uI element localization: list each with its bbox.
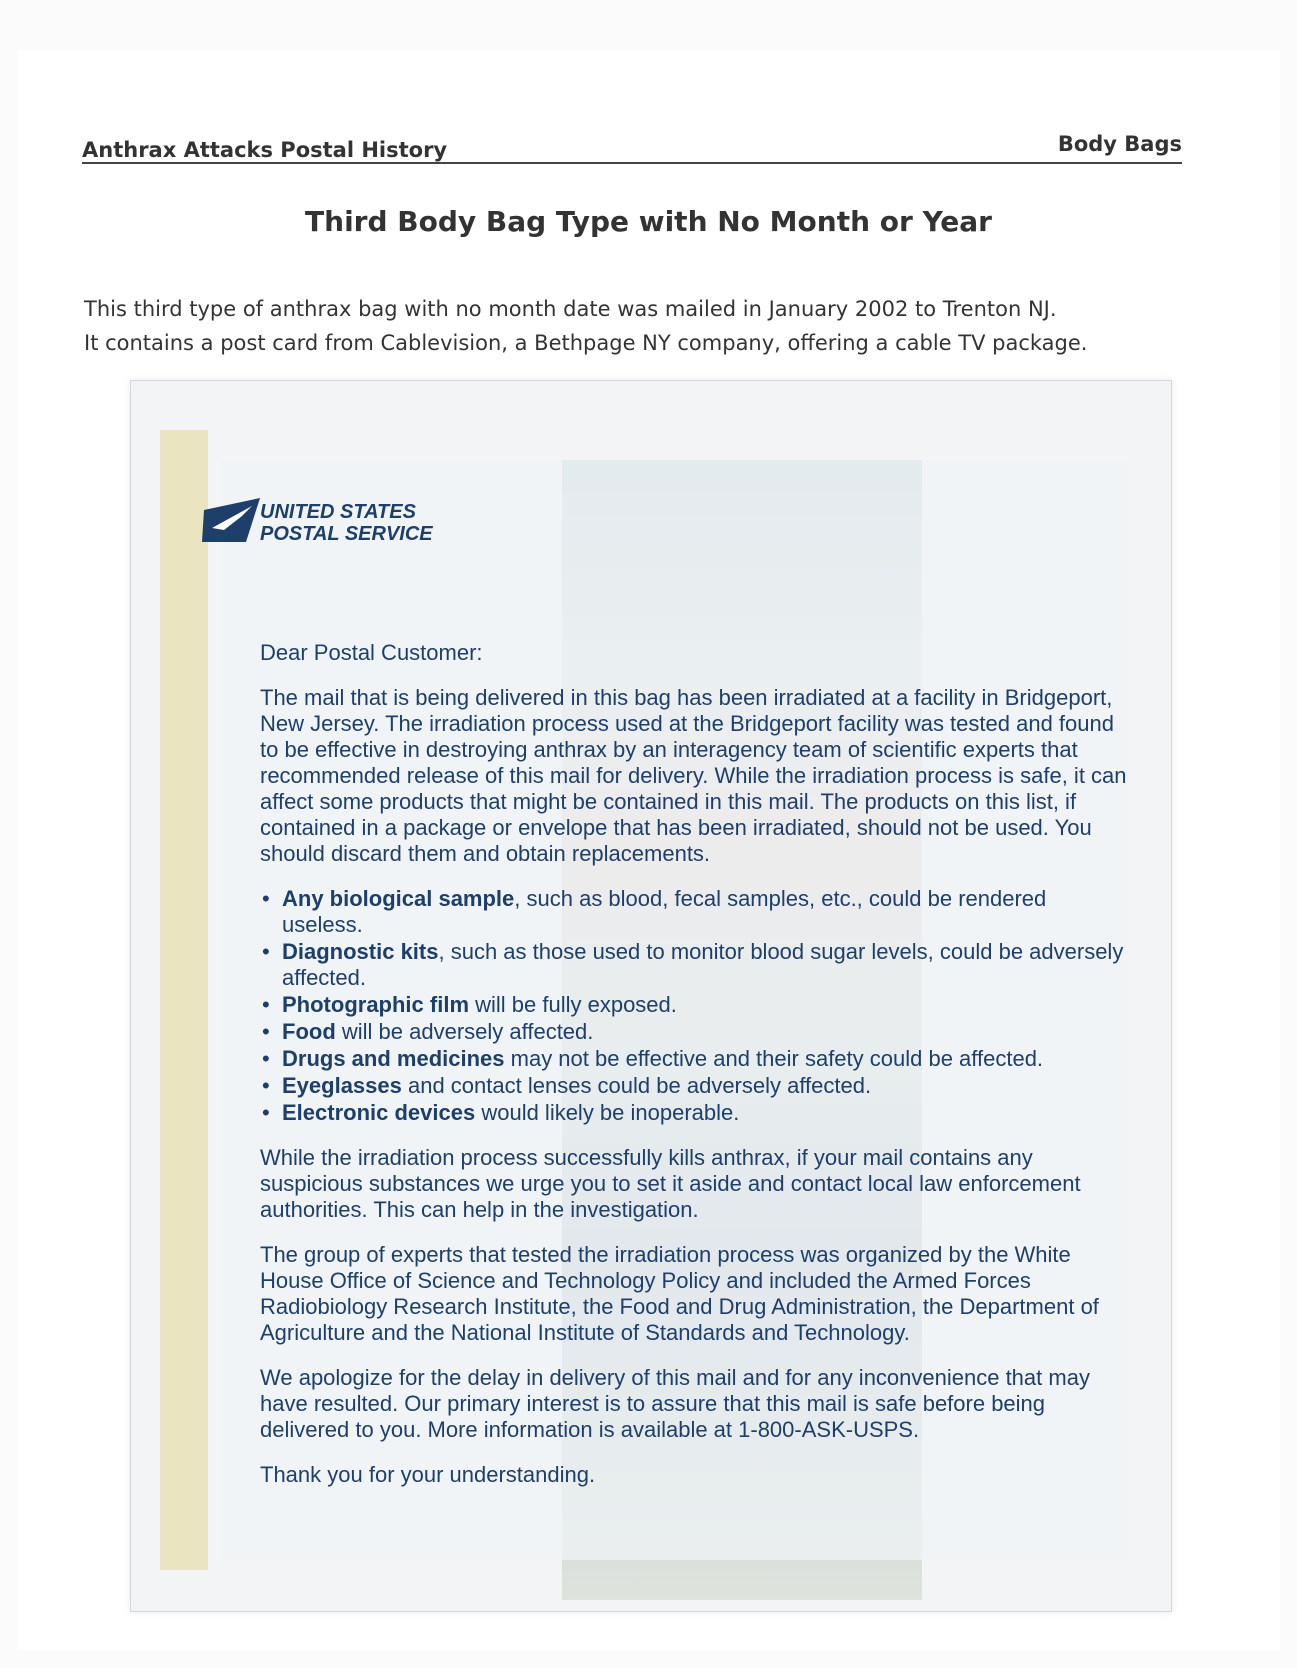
postcard-edge-strip [160,430,208,1570]
notice-greeting: Dear Postal Customer: [260,640,483,665]
usps-logo-line-2: POSTAL SERVICE [260,523,433,545]
usps-eagle-icon [202,498,260,542]
notice-paragraph-4: We apologize for the delay in delivery of this mail and for any inconvenience that may have resulted. Our primary interest is to assure that this mail is safe before being delivered to you. More information is available at 1-800-ASK-USPS. [260,1365,1090,1442]
affected-products-list [260,886,1130,1126]
header-collection-title: Anthrax Attacks Postal History [82,138,448,162]
page-title: Third Body Bag Type with No Month or Year [305,205,992,238]
list-item: • Any biological sample, such as blood, fecal samples, etc., could be rendered useless. [260,886,1130,938]
list-item: • Eyeglasses and contact lenses could be adversely affected. [260,1073,1130,1099]
notice-body [260,640,1130,1507]
list-item: • Photographic film will be fully exposed. [260,992,1130,1018]
notice-paragraph-3: The group of experts that tested the irradiation process was organized by the White House Office of Science and Technology Policy and included the Armed Forces Radiobiology Research Institute, the Food and Drug Administration, the Department of Agriculture and the National Institute of Standards and Technology. [260,1242,1099,1345]
intro-line-2: It contains a post card from Cablevision, a Bethpage NY company, offering a cable TV package. [84,331,1088,355]
notice-paragraph-2: While the irradiation process successfully kills anthrax, if your mail contains any suspicious substances we urge you to set it aside and contact local law enforcement authorities. This can help in the investigation. [260,1145,1081,1222]
list-item: • Electronic devices would likely be inoperable. [260,1100,1130,1126]
usps-logo-line-1: UNITED STATES [260,501,416,523]
page-header [82,132,1182,164]
notice-paragraph-1: The mail that is being delivered in this bag has been irradiated at a facility in Bridgeport, New Jersey. The irradiation process used at the Bridgeport facility was tested and found to be effective in destroying anthrax by an interagency team of scientific experts that recommended release of this mail for delivery. While the irradiation process is safe, it can affect some products that might be contained in this mail. The products on this list, if contained in a package or envelope that has been irradiated, should not be used. You should discard them and obtain replacements. [260,685,1127,866]
list-item: • Diagnostic kits, such as those used to monitor blood sugar levels, could be adversely affected. [260,939,1130,991]
list-item: • Drugs and medicines may not be effective and their safety could be affected. [260,1046,1130,1072]
intro-line-1: This third type of anthrax bag with no month date was mailed in January 2002 to Trenton NJ. [84,297,1057,321]
notice-closing: Thank you for your understanding. [260,1462,596,1487]
header-section-title: Body Bags [1057,132,1182,156]
list-item: • Food will be adversely affected. [260,1019,1130,1045]
usps-logo [202,490,442,552]
intro-text [84,292,1204,360]
